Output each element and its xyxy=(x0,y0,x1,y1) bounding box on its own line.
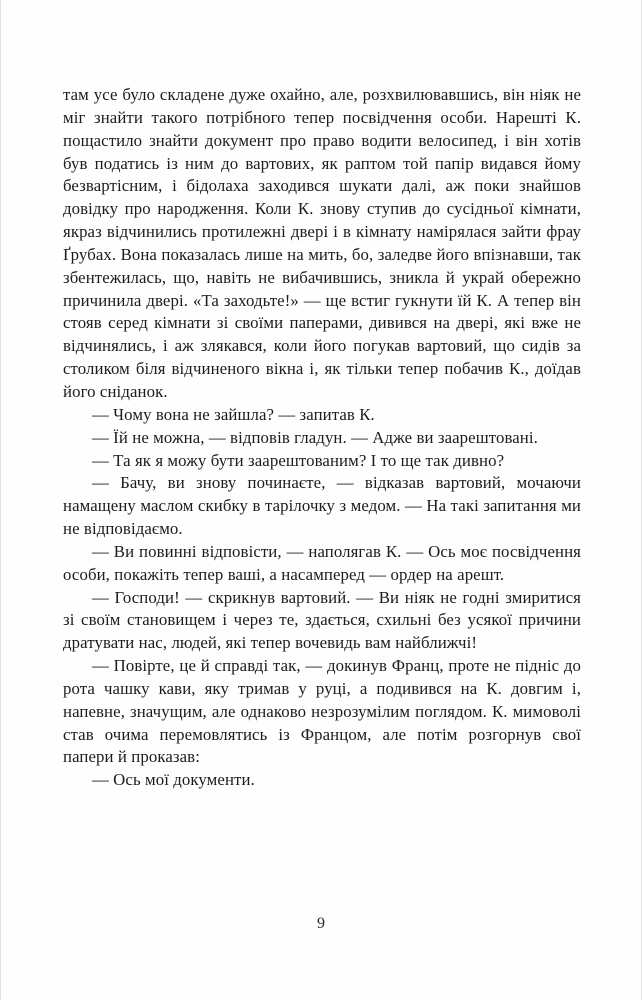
paragraph: — Їй не можна, — відповів гладун. — Адже ви заарештовані. xyxy=(92,427,538,447)
paragraph: — Та як я можу бути заарештованим? І то ще так дивно? xyxy=(92,450,505,470)
paragraph: — Повірте, це й справді так, — докинув Франц, проте не підніс до рота чашку кави, яку тримав у руці, а подивився на К. довгим і, напевне, значущим, але однаково незрозумілим поглядом. К. мимоволі став очима перемовлятись із Францом, але потім розгорнув свої папери й проказав: xyxy=(63,656,581,767)
paragraph: — Чому вона не зайшла? — запитав К. xyxy=(92,404,375,424)
paragraph: там усе було складене дуже охайно, але, розхвилювавшись, він ніяк не міг знайти такого потрібного тепер посвідчення особи. Нарешті К. пощастило знайти документ про право водити велосипед, і він хотів був податись із ним до вартових, як раптом той папір видався йому безвартісним, і бідолаха заходився шукати далі, аж поки знайшов довідку про народження. Коли К. знову ступив до сусідньої кімнати, якраз відчинились протилежні двері і в кімнату намірялася зайти фрау Ґрубах. Вона показалась лише на мить, бо, заледве його впізнавши, так збентежилась, що, навіть не вибачившись, зникла й украй обережно причинила двері. «Та заходьте!» — ще встиг гукнути їй К. А тепер він стояв серед кімнати зі своїми паперами, дивився на двері, які вже не відчинялись, і аж злякався, коли його погукав вартовий, що сидів за столиком біля відчиненого вікна і, як тільки тепер побачив К., доїдав його сніданок. xyxy=(63,85,581,401)
paragraph: — Ви повинні відповісти, — наполягав К. — Ось моє посвідчення особи, покажіть тепер ваші, а насамперед — ордер на арешт. xyxy=(63,541,581,584)
page-number: 9 xyxy=(317,915,325,932)
paragraph: — Ось мої документи. xyxy=(92,770,255,790)
paragraph: — Бачу, ви знову починаєте, — відказав вартовий, мочаючи намащену маслом скибку в тарілочку з медом. — На такі запитання ми не відповідаємо. xyxy=(63,473,581,539)
paragraph: — Господи! — скрикнув вартовий. — Ви ніяк не годні змиритися зі своїм становищем і через те, здається, схильні без усякої причини дратувати нас, людей, які тепер вочевидь вам найближчі! xyxy=(63,587,581,653)
page-text-block xyxy=(63,84,581,792)
